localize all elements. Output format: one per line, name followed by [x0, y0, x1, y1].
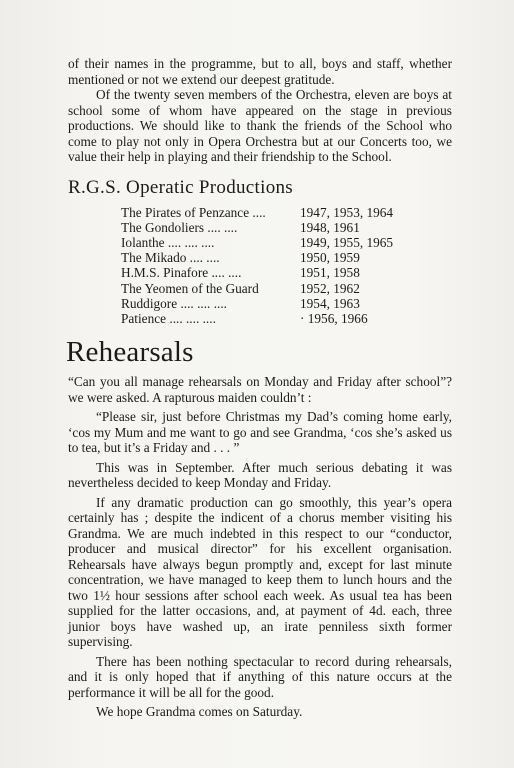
- intro-paragraph-1: of their names in the programme, but to all, boys and staff, whether mentioned or not we extend our deepest gratitude.: [68, 56, 452, 87]
- production-title: The Pirates of Penzance ....: [121, 204, 266, 220]
- production-title: The Yeomen of the Guard: [121, 280, 259, 296]
- production-row: [121, 220, 393, 235]
- rehearsals-heading: Rehearsals: [66, 336, 194, 369]
- production-row: [121, 296, 393, 311]
- production-title: H.M.S. Pinafore .... ....: [121, 265, 242, 281]
- production-row: [121, 265, 393, 280]
- production-years: 1947, 1953, 1964: [300, 204, 394, 220]
- production-years: · 1956, 1966: [300, 310, 368, 326]
- production-years: 1952, 1962: [300, 280, 360, 296]
- production-title: Ruddigore .... .... ....: [121, 295, 227, 311]
- productions-heading: R.G.S. Operatic Productions: [68, 176, 293, 198]
- page-content: [68, 56, 452, 720]
- production-years: 1949, 1955, 1965: [300, 234, 394, 250]
- production-title: Patience .... .... ....: [121, 310, 216, 326]
- production-years: 1950, 1959: [300, 250, 360, 266]
- rehearsals-paragraph-1: “Can you all manage rehearsals on Monday and Friday after school”? we were asked. A rapturous maiden couldn’t :: [68, 374, 452, 405]
- production-years: 1948, 1961: [300, 219, 360, 235]
- production-row: [121, 281, 393, 296]
- productions-table: [121, 205, 393, 327]
- intro-paragraph-2: Of the twenty seven members of the Orchestra, eleven are boys at school some of whom have appeared on the stage in previous productions. We should like to thank the friends of the School who come to play not only in Opera Orchestra but at our Concerts too, we value their help in playing and their friendship to the School.: [68, 87, 452, 164]
- rehearsals-paragraph-4: If any dramatic production can go smoothly, this year’s opera certainly has ; despite the indicent of a chorus member visiting his Grandma. We are much indebted in this respect to our “conductor, producer and musical director” for his excellent organisation. Rehearsals have always begun promptly and, except for last minute concentration, we have managed to keep them to lunch hours and the two 1½ hour sessions after school each week. As usual tea has been supplied for the latter occasions, and, at payment of 4d. each, three junior boys have washed up, an irate penniless sixth former supervising.: [68, 494, 452, 650]
- production-row: [121, 205, 393, 220]
- production-years: 1954, 1963: [300, 295, 360, 311]
- production-row: [121, 235, 393, 250]
- rehearsals-paragraph-6: We hope Grandma comes on Saturday.: [96, 704, 303, 720]
- rehearsals-paragraph-2: “Please sir, just before Christmas my Dad’s coming home early, ‘cos my Mum and me want to go and see Grandma, ‘cos she’s asked us to tea, but it’s a Friday and . . . ”: [68, 409, 452, 456]
- production-title: The Mikado .... ....: [121, 250, 220, 266]
- rehearsals-paragraph-5: There has been nothing spectacular to record during rehearsals, and it is only hoped that if anything of this nature occurs at the performance it will be all for the good.: [68, 653, 452, 700]
- production-row: [121, 250, 393, 265]
- production-years: 1951, 1958: [300, 265, 360, 281]
- production-row: [121, 311, 393, 326]
- rehearsals-paragraph-3: This was in September. After much serious debating it was nevertheless decided to keep Monday and Friday.: [68, 459, 452, 491]
- production-title: The Gondoliers .... ....: [121, 219, 238, 235]
- production-title: Iolanthe .... .... ....: [121, 234, 215, 250]
